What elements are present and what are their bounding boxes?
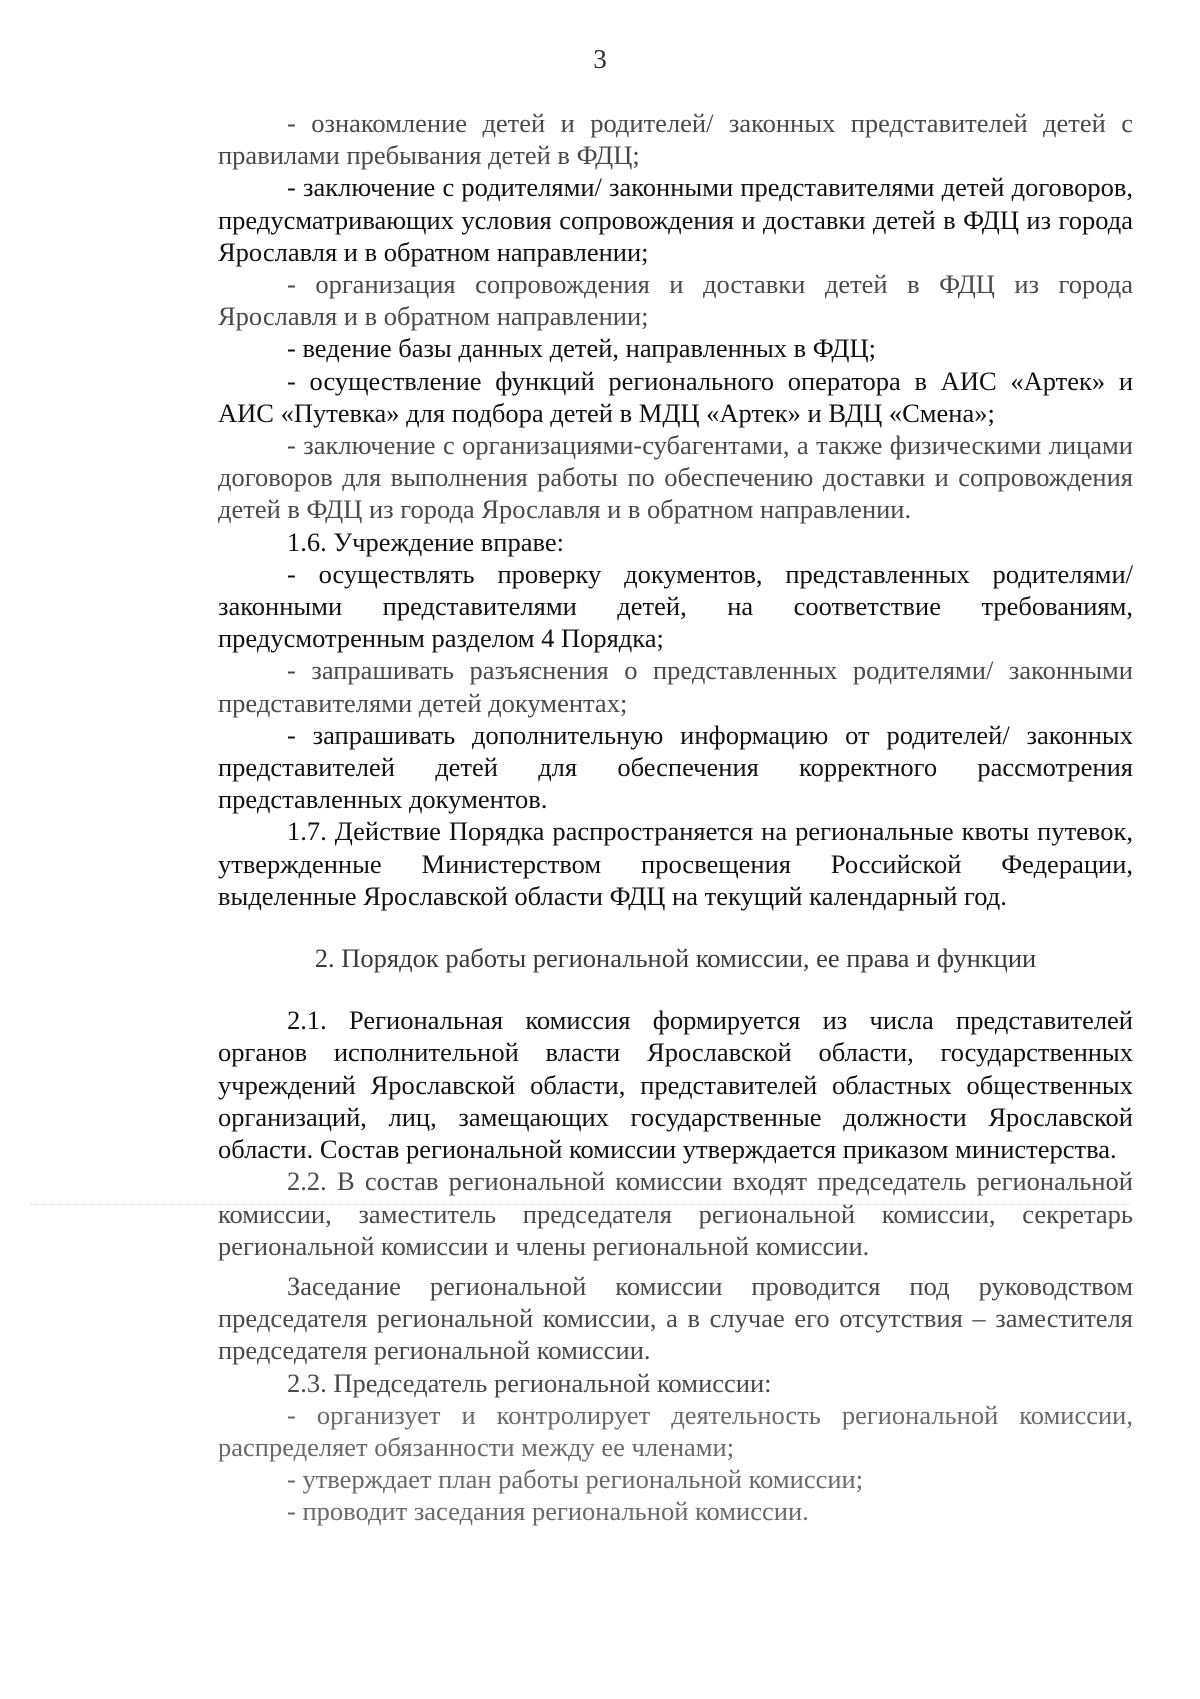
paragraph: 1.6. Учреждение вправе: <box>287 526 564 557</box>
paragraph: - заключение с родителями/ законными представителями детей договоров, предусматривающих условия сопровождения и доставки детей в ФДЦ из города Ярославля и в обратном направлении; <box>218 172 1133 267</box>
document-body <box>218 107 1133 1528</box>
paragraph: 1.7. Действие Порядка распространяется на региональные квоты путевок, утвержденные Министерством просвещения Российской Федерации, выделенные Ярославской области ФДЦ на текущий календарный год. <box>218 816 1133 911</box>
paragraph: - организует и контролирует деятельность региональной комиссии, распределяет обязанности между ее членами; <box>218 1399 1133 1462</box>
paragraph: - ознакомление детей и родителей/ законных представителей детей с правилами пребывания детей в ФДЦ; <box>218 108 1133 171</box>
spacer <box>218 912 1133 942</box>
paragraph: - осуществление функций регионального оператора в АИС «Артек» и АИС «Путевка» для подбора детей в МДЦ «Артек» и ВДЦ «Смена»; <box>218 365 1133 428</box>
page-number: 3 <box>593 44 607 74</box>
spacer <box>218 1262 1133 1270</box>
paragraph: - заключение с организациями-субагентами, а также физическими лицами договоров для выполнения работы по обеспечению доставки и сопровождения детей в ФДЦ из города Ярославля и в обратном направлении. <box>218 430 1133 525</box>
paragraph: - организация сопровождения и доставки детей в ФДЦ из города Ярославля и в обратном направлении; <box>218 269 1133 332</box>
paragraph: - запрашивать разъяснения о представленных родителями/ законными представителями детей документах; <box>218 655 1133 718</box>
paragraph: 2.1. Региональная комиссия формируется из числа представителей органов исполнительной власти Ярославской области, государственных учреждений Ярославской области, представителей областных общественных организаций, лиц, замещающих государственные должности Ярославской области. Состав региональной комиссии утверждается приказом министерства. <box>218 1005 1133 1165</box>
paragraph: 2.2. В состав региональной комиссии входят председатель региональной комиссии, заместитель председателя региональной комиссии, секретарь региональной комиссии и члены региональной комиссии. <box>218 1166 1133 1261</box>
paragraph: - осуществлять проверку документов, представленных родителями/ законными представителями детей, на соответствие требованиям, предусмотренным разделом 4 Порядка; <box>218 558 1133 654</box>
paragraph: - проводит заседания региональной комиссии. <box>287 1496 809 1527</box>
paragraph: - ведение базы данных детей, направленных в ФДЦ; <box>287 333 876 364</box>
paragraph: Заседание региональной комиссии проводится под руководством председателя региональной комиссии, а в случае его отсутствия – заместителя председателя региональной комиссии. <box>218 1270 1133 1366</box>
spacer <box>218 974 1133 1004</box>
section-heading: 2. Порядок работы региональной комиссии, ее права и функции <box>314 943 1037 974</box>
paragraph: - утверждает план работы региональной комиссии; <box>287 1464 864 1495</box>
paragraph: 2.3. Председатель региональной комиссии: <box>287 1367 772 1398</box>
paragraph: - запрашивать дополнительную информацию от родителей/ законных представителей детей для обеспечения корректного рассмотрения представленных документов. <box>218 719 1133 815</box>
